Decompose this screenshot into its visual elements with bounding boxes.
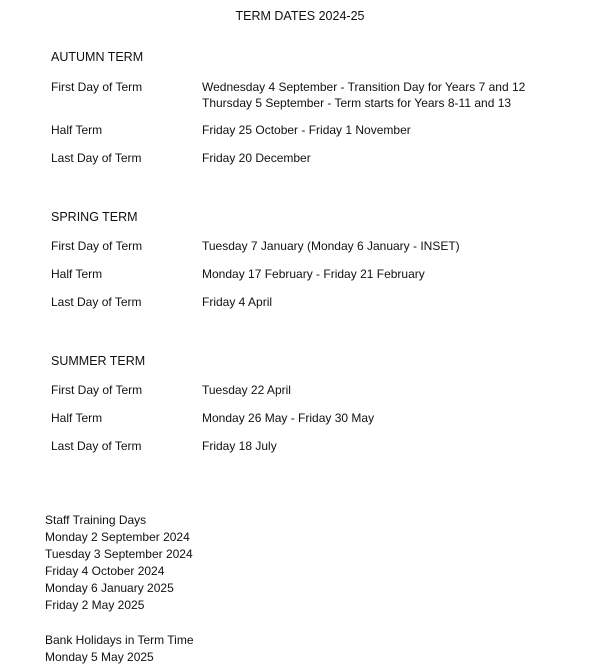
summer-first-day-label: First Day of Term — [51, 383, 143, 397]
summer-last-day-label: Last Day of Term — [51, 439, 142, 453]
staff-training-days-block — [45, 512, 193, 614]
staff-training-day-item: Friday 4 October 2024 — [45, 564, 165, 578]
autumn-half-term-value: Friday 25 October - Friday 1 November — [202, 123, 411, 137]
autumn-first-day-line2: Thursday 5 September - Term starts for Years 8-11 and 13 — [202, 96, 512, 110]
spring-term-heading: SPRING TERM — [51, 210, 138, 224]
autumn-first-day-value — [202, 79, 525, 111]
staff-training-day-item: Monday 2 September 2024 — [45, 530, 190, 544]
bank-holiday-item: Monday 5 May 2025 — [45, 650, 154, 664]
spring-half-term-label: Half Term — [51, 267, 103, 281]
page-title: TERM DATES 2024-25 — [235, 9, 365, 23]
spring-first-day-label: First Day of Term — [51, 239, 143, 253]
autumn-first-day-label: First Day of Term — [51, 80, 143, 94]
bank-holidays-heading: Bank Holidays in Term Time — [45, 633, 194, 647]
summer-half-term-value: Monday 26 May - Friday 30 May — [202, 411, 375, 425]
staff-training-day-item: Tuesday 3 September 2024 — [45, 547, 193, 561]
bank-holidays-block — [45, 632, 194, 666]
staff-training-day-item: Monday 6 January 2025 — [45, 581, 174, 595]
autumn-first-day-line1: Wednesday 4 September - Transition Day for Years 7 and 12 — [202, 80, 526, 94]
staff-training-days-heading: Staff Training Days — [45, 513, 147, 527]
spring-last-day-value: Friday 4 April — [202, 295, 273, 309]
spring-last-day-label: Last Day of Term — [51, 295, 142, 309]
summer-last-day-value: Friday 18 July — [202, 439, 277, 453]
summer-term-heading: SUMMER TERM — [51, 354, 146, 368]
autumn-last-day-label: Last Day of Term — [51, 151, 142, 165]
autumn-half-term-label: Half Term — [51, 123, 103, 137]
spring-first-day-value: Tuesday 7 January (Monday 6 January - INSET) — [202, 239, 460, 253]
summer-half-term-label: Half Term — [51, 411, 103, 425]
summer-first-day-value: Tuesday 22 April — [202, 383, 291, 397]
spring-half-term-value: Monday 17 February - Friday 21 February — [202, 267, 425, 281]
autumn-term-heading: AUTUMN TERM — [51, 50, 144, 64]
staff-training-day-item: Friday 2 May 2025 — [45, 598, 145, 612]
autumn-last-day-value: Friday 20 December — [202, 151, 311, 165]
